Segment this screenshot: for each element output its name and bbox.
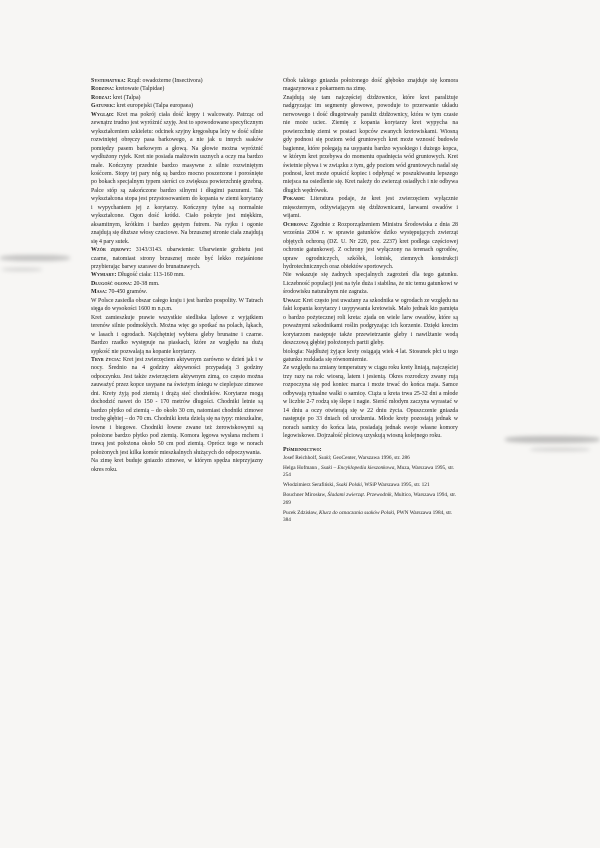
systematyka-label: Systematyka: [91, 78, 126, 84]
pokarm-text: Literatura podaje, że kret jest zwierzęciem wyłącznie mięsożernym, odżywiającym się dżdżownicami, larwami owadów i wijami. [283, 196, 458, 220]
rodzina-text: kretowate (Talpidae) [115, 86, 165, 93]
rozmieszczenie-paragraph: W Polsce zasiedla obszar całego kraju i jest bardzo pospolity. W Tatrach sięga do wysokości 1600 m n.p.m. [91, 297, 263, 313]
bibliography-list [283, 455, 458, 525]
tryb-label: Tryb życia: [91, 356, 122, 363]
rozrod-paragraph: Ze względu na zmiany temperatury w ciągu roku krety liniają, najczęściej trzy razy na rok: wiosną, latem i jesienią. Okres rozrodczy zwany rują rozpoczyna się pod koniec marca i może trwać do końca maja. Samce odbywają rytualne walki o samicę. Ciąża u kreta trwa 25-32 dni a młode w liczbie 2-7 rodzą się ślepe i nagie. Sierść młodym zaczyna wyrastać w 14 dniu a oczy otwierają się w 22 dniu życia. Opuszczenie gniazda następuje po 33 dniach od urodzenia. Młode krety pozostają jednak w norach samicy do końca lata, posiadają jednak swoje własne komory legowiskowe. Dojrzałość płciową uzyskują wiosną kolejnego roku. [283, 365, 458, 440]
bib-author: Bouchner Mirosław, [283, 492, 328, 499]
paper-smudge [530, 448, 590, 451]
pokarm-label: Pokarm: [283, 196, 306, 203]
wyglad-label: Wygląd: [91, 111, 114, 118]
gatunek-label: Gatunek: [91, 103, 116, 110]
bib-author: Pucek Zdzisław, [283, 509, 319, 516]
bib-author: Włodzimierz Serafiński, [283, 482, 337, 489]
masa-text: 70-450 gramów. [108, 289, 148, 296]
masa-label: Masa: [91, 289, 108, 296]
zima-paragraph: Na zimę kret buduje gniazdo zimowe, w którym spędza nieprzyjazny okres roku. [91, 458, 263, 473]
wzor-text: 3143/3143. ubarwienie: Ubarwienie grzbietu jest czarne, natomiast strony brzusznej może być lekko rozjaśnione przybierając barwy szarawe do brunatnawych. [91, 247, 264, 270]
bibliography-item [283, 465, 458, 480]
right-column [283, 77, 458, 527]
bibliography-item [283, 510, 458, 525]
bib-author: Helga Hofmann , [283, 464, 321, 471]
bib-author: Josef Reichholf, [283, 454, 319, 461]
tryb-text: Kret jest zwierzęciem aktywnym zarówno w dzień jak i w nocy. Średnio na 4 godziny aktywności przypadają 3 godziny odpoczynku. Jest także zwierzęciem aktywnym zimą, co często można zauważyć przez kopce usypane na świeżym śniegu w cieplejsze zimowe dni. Krety żyją pod ziemią i drążą sieć chodników. Korytarze mogą dochodzić nawet do 150 - 170 metrów długości. Chodniki letnie są bardzo płytko od ziemią – do około 30 cm, natomiast chodniki zimowe trochę głębiej – do 70 cm. Chodniki kreta dzielą się na typy: mieszkalne, łowne i biegowe. Chodniki łowne zwane też żerowiskowymi są położone bardzo płytko pod ziemią. Komora lęgowa wysłana mchem i trawą jest położona około 50 cm pod ziemią. Oprócz tego w norach położonych jest kilka komór mieszkalnych służących do odpoczywania. [91, 356, 264, 456]
bib-title: Śladami zwierząt. Przewodnik [327, 492, 392, 499]
uwagi-label: Uwagi: [283, 297, 301, 304]
uwagi-text: Kret często jest uważany za szkodnika w ogrodach ze względu na fakt kopania korytarzy i usypywania kretowisk. Mało jednak kto pamięta o bardzo pożytecznej roli kreta: zjada on wiele larw owadów, które są poważnymi szkodnikami roślin podgryzając ich korzenie. Dzięki krecim korytarzom następuje także przewietrzanie gleby i nawilżanie wodą deszczową głębiej położonych partii gleby. [283, 297, 458, 347]
paper-smudge [2, 268, 42, 271]
systematyka-text: Rząd: owadożerne (Insectivora) [127, 78, 203, 84]
rodzaj-text: kret (Talpa) [112, 94, 141, 101]
wzor-label: Wzór zębowy: [91, 247, 132, 254]
wyglad-text: Kret ma pokrój ciała dość krępy i walcowaty. Patrząc od zewnątrz trudno jest wyróżnić szyję. Jest to spowodowane specyficznym wykształceniem szkieletu: odcinek szyjny kręgosłupa leży w dość silnie rozwiniętej obręczy pasa barkowego, a nie jak u innych ssaków pomiędzy pasem barkowym a głową. Na głowie można wyróżnić wydłużony ryjek. Kret nie posiada małżowin usznych a oczy ma bardzo małe. Kończyny przednie bardzo masywne z silnie rozwiniętym kośćcem. Stopy tej pary nóg są bardzo mocno poszerzone i porośnięte po bokach specjalnym typem sierści co zwiększa powierzchnię grzebną. Palce stóp są zakończone bardzo silnymi i długimi pazurami. Tak wykształcona stopa jest przystosowaniem do kopania w ziemi korytarzy i wypychaniem jej z korytarzy. Kończyny tylne są normalnie wykształcone. Ogon dość krótki. Ciało pokryte jest miękkim, aksamitnym, krótkim i bardzo gęstym futrem. Na ryjku i ogonie znajdują się dłuższe włosy czuciowe. Na brzusznej stronie ciała znajdują się 4 pary sutek. [91, 111, 263, 245]
bib-title: Ssaki [318, 454, 330, 461]
ochrona-text: Zgodnie z Rozporządzeniem Ministra Środowiska z dnia 28 września 2004 r. w sprawie gatunków dziko występujących zwierząt objętych ochroną (DZ. U. Nr 220, poz. 2237) kret podlega częściowej ochronie gatunkowej. Z ochrony jest wyłączony na terenach ogrodów, upraw ogrodniczych, szkółek, lotnisk, ziemnych konstrukcji hydrotechnicznych oraz obiektów sportowych. [283, 221, 458, 270]
bib-publisher: , Multico, Warszawa 1994, str. 269 [283, 492, 457, 506]
biologia-paragraph: biologia: Najdłużej żyjące krety osiągają wiek 4 lat. Stosunek płci u tego gatunku rozkłada się równomiernie. [283, 348, 458, 363]
bibliography-item [283, 482, 458, 489]
bib-publisher: ; GeoCenter, Warszawa 1996, str. 286 [329, 454, 410, 461]
bib-publisher: , PWN Warszawa 1984, str. 384 [283, 509, 453, 524]
rodzina-label: Rodzina: [91, 86, 115, 93]
rodzaj-label: Rodzaj: [91, 94, 112, 101]
ogon-label: Długość ogona: [91, 280, 133, 287]
gatunek-text: kret europejski (Talpa europaea) [116, 103, 193, 110]
paper-smudge [505, 436, 600, 443]
paper-smudge [0, 255, 70, 261]
bib-publisher: , Muza, Warszawa 1995, str. 254 [283, 464, 455, 479]
bib-title: Ssaki – Encyklopedia kieszonkowa [320, 464, 395, 471]
ochrona-label: Ochrona: [283, 221, 309, 228]
bib-title: Klucz do oznaczania ssaków Polski [319, 509, 395, 516]
zagrozenia-paragraph: Nie wskazuje się żadnych specjalnych zagrożeń dla tego gatunku. Liczebność populacji jest na tyle duża i stabilna, że nic temu gatunkowi w środowisku naturalnym nie zagraża. [283, 272, 458, 296]
bibliography-item [283, 492, 458, 507]
bibliography-heading: Piśmiennictwo: [283, 447, 322, 454]
bibliography-item [283, 455, 458, 462]
left-column [91, 77, 263, 474]
wymiary-text: Długość ciała: 113-160 mm. [117, 272, 185, 279]
bib-publisher: , WSiP Warszawa 1995, str. 121 [361, 482, 430, 489]
siedliska-paragraph: Kret zamieszkuje prawie wszystkie siedliska lądowe z wyjątkiem terenów silnie podmokłych. Można więc go spotkać na polach, łąkach, w lasach i ogrodach. Najchętniej wybiera gleby brunatne i czarne. Bardzo rzadko występuje na piaskach, które ze względu na dużą sypkość nie pozwalają na kopanie korytarzy. [91, 314, 263, 355]
dzdzownice-paragraph: Znajdują się tam najczęściej dżdżownice, które kret paraliżuje nadgryzając im segmenty głowowe, powoduje to przerwanie układu nerwowego i dość długotrwały paraliż dżdżownicy, która w tym czasie nie może uciec. Ziemię z kopania korytarzy kret wypycha na powierzchnię ziemi w postaci kopców zwanych kretowiskami. Wiosną gdy podnosi się poziom wód gruntowych kret może wznosić budowle bagienne, które polegają na usypaniu bardzo wysokiego i dużego kopca, w którym kret przebywa do momentu opadnięcia wód gruntowych. Kret świetnie pływa i w związku z tym, gdy poziom wód gruntowych nadal się podnosi, kret może opuścić kopiec i odpłynąć w poszukiwaniu lepszego miejsca na osiedlenie się. Kret należy do zwierząt osiadłych i nie odbywa długich wędrówek. [283, 94, 458, 194]
ogon-text: 20-38 mm. [133, 280, 160, 287]
gniazdo-paragraph: Obok takiego gniazda położonego dość głęboko znajduje się komora magazynowa z pokarmem na zimę. [283, 78, 458, 93]
bib-title: Ssaki Polski [336, 482, 362, 489]
wymiary-label: Wymiary: [91, 272, 117, 279]
